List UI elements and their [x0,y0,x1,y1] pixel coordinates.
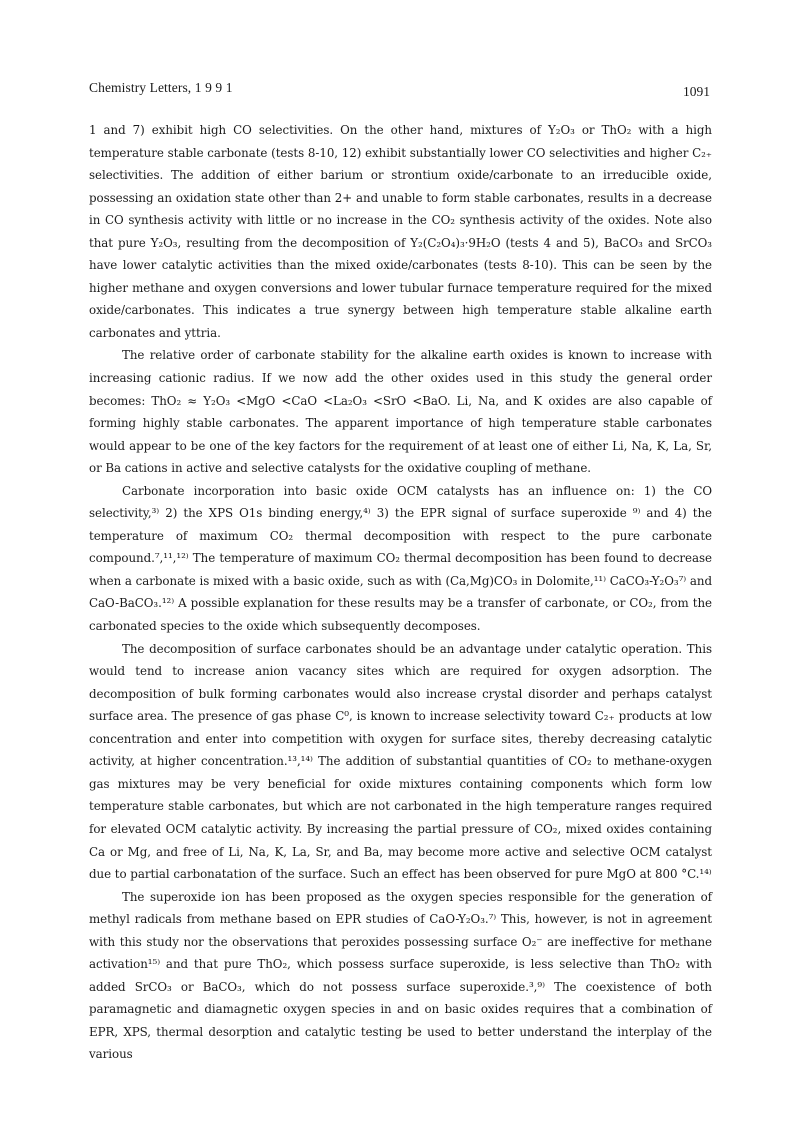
article-body [89,119,712,1066]
paragraph-5: The superoxide ion has been proposed as the oxygen species responsible for the generation of methyl radicals from methane based on EPR studies of CaO-Y₂O₃.⁷⁾ This, however, is not in agreement with this study nor the observations that peroxides possessing surface O₂⁻ are ineffective for methane activation¹⁵⁾ and that pure ThO₂, which possess surface superoxide, is less selective than ThO₂ with added SrCO₃ or BaCO₃, which do not possess surface superoxide.³,⁹⁾ The coexistence of both paramagnetic and diamagnetic oxygen species in and on basic oxides requires that a combination of EPR, XPS, thermal desorption and catalytic testing be used to better understand the interplay of the various [89,889,712,1062]
page-number: 1091 [683,84,710,99]
page-header [89,80,710,100]
paragraph-1: 1 and 7) exhibit high CO selectivities. On the other hand, mixtures of Y₂O₃ or ThO₂ with a high temperature stable carbonate (tests 8-10, 12) exhibit substantially lower CO selectivities and higher C₂₊ selectivities. The addition of either barium or strontium oxide/carbonate to an irreducible oxide, possessing an oxidation state other than 2+ and unable to form stable carbonates, results in a decrease in CO synthesis activity with little or no increase in the CO₂ synthesis activity of the oxides. Note also that pure Y₂O₃, resulting from the decomposition of Y₂(C₂O₄)₃·9H₂O (tests 4 and 5), BaCO₃ and SrCO₃ have lower catalytic activities than the mixed oxide/carbonates (tests 8-10). This can be seen by the higher methane and oxygen conversions and lower tubular furnace temperature required for the mixed oxide/carbonates. This indicates a true synergy between high temperature stable alkaline earth carbonates and yttria. [89,123,712,340]
paragraph-2: The relative order of carbonate stability for the alkaline earth oxides is known to increase with increasing cationic radius. If we now add the other oxides used in this study the general order becomes: ThO₂ ≈ Y₂O₃ <MgO <CaO <La₂O₃ <SrO <BaO. Li, Na, and K oxides are also capable of forming highly stable carbonates. The apparent importance of high temperature stable carbonates would appear to be one of the key factors for the requirement of at least one of either Li, Na, K, La, Sr, or Ba cations in active and selective catalysts for the oxidative coupling of methane. [89,348,712,476]
paragraph-4: The decomposition of surface carbonates should be an advantage under catalytic operation. This would tend to increase anion vacancy sites which are required for oxygen adsorption. The decomposition of bulk forming carbonates would also increase crystal disorder and perhaps catalyst surface area. The presence of gas phase C⁰, is known to increase selectivity toward C₂₊ products at low concentration and enter into competition with oxygen for surface sites, thereby decreasing catalytic activity, at higher concentration.¹³,¹⁴⁾ The addition of substantial quantities of CO₂ to methane-oxygen gas mixtures may be very beneficial for oxide mixtures containing components which form low temperature stable carbonates, but which are not carbonated in the high temperature ranges required for elevated OCM catalytic activity. By increasing the partial pressure of CO₂, mixed oxides containing Ca or Mg, and free of Li, Na, K, La, Sr, and Ba, may become more active and selective OCM catalyst due to partial carbonatation of the surface. Such an effect has been observed for pure MgO at 800 °C.¹⁴⁾ [89,641,712,882]
paragraph-3: Carbonate incorporation into basic oxide OCM catalysts has an influence on: 1) the CO selectivity,³⁾ 2) the XPS O1s binding energy,⁴⁾ 3) the EPR signal of surface superoxide ⁹⁾ and 4) the temperature of maximum CO₂ thermal decomposition with respect to the pure carbonate compound.⁷,¹¹,¹²⁾ The temperature of maximum CO₂ thermal decomposition has been found to decrease when a carbonate is mixed with a basic oxide, such as with (Ca,Mg)CO₃ in Dolomite,¹¹⁾ CaCO₃-Y₂O₃⁷⁾ and CaO-BaCO₃.¹²⁾ A possible explanation for these results may be a transfer of carbonate, or CO₂, from the carbonated species to the oxide which subsequently decomposes. [89,483,712,634]
journal-title: Chemistry Letters, 1 9 9 1 [89,80,233,95]
